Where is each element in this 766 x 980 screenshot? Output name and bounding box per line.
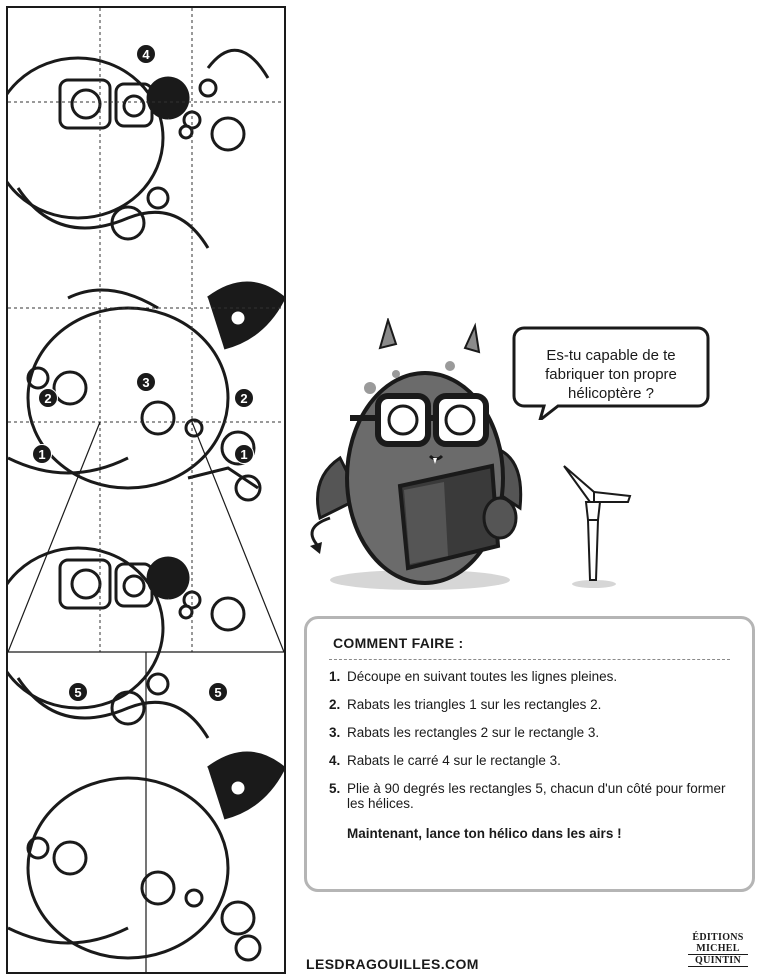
label-1-right: 1: [234, 444, 254, 464]
step-number: 4.: [329, 753, 341, 768]
label-5-right: 5: [208, 682, 228, 702]
label-2-right: 2: [234, 388, 254, 408]
paper-helicopter-icon: [556, 460, 636, 590]
strip-illustration: [8, 8, 284, 972]
label-4: 4: [136, 44, 156, 64]
step-number: 3.: [329, 725, 341, 740]
instructions-box: [304, 616, 755, 892]
step-number: 2.: [329, 697, 341, 712]
website-link[interactable]: LESDRAGOUILLES.COM: [306, 956, 479, 972]
step-3: [329, 725, 729, 740]
step-text: Rabats le carré 4 sur le rectangle 3.: [347, 753, 561, 768]
closing-line: Maintenant, lance ton hélico dans les airs !: [347, 826, 622, 841]
step-4: [329, 753, 729, 768]
pattern-block-lower: [8, 548, 244, 738]
speech-bubble-text: [516, 346, 706, 403]
step-text: Rabats les triangles 1 sur les rectangles 2.: [347, 697, 602, 712]
step-number: 5.: [329, 781, 341, 796]
instructions-title: COMMENT FAIRE :: [333, 635, 464, 651]
step-text: Découpe en suivant toutes les lignes pleines.: [347, 669, 618, 684]
step-text: Plie à 90 degrés les rectangles 5, chacun d'un côté pour former les hélices.: [347, 781, 726, 811]
instructions-steps: [329, 669, 729, 824]
step-1: [329, 669, 729, 684]
publisher-line-2: MICHEL: [696, 943, 740, 954]
pattern-block-top: [8, 50, 268, 248]
publisher-line-3: QUINTIN: [688, 954, 748, 967]
instructions-divider: [329, 659, 730, 660]
speech-line-2: fabriquer ton propre: [545, 366, 677, 383]
cutout-strip: [6, 6, 286, 974]
step-5: [329, 781, 729, 811]
label-2-left: 2: [38, 388, 58, 408]
label-1-left: 1: [32, 444, 52, 464]
speech-line-1: Es-tu capable de te: [546, 347, 676, 364]
publisher-line-1: ÉDITIONS: [692, 932, 744, 943]
speech-line-3: hélicoptère ?: [568, 385, 654, 402]
label-3: 3: [136, 372, 156, 392]
step-number: 1.: [329, 669, 341, 684]
step-text: Rabats les rectangles 2 sur le rectangle 3.: [347, 725, 600, 740]
step-2: [329, 697, 729, 712]
publisher-logo: [688, 932, 748, 967]
label-5-left: 5: [68, 682, 88, 702]
